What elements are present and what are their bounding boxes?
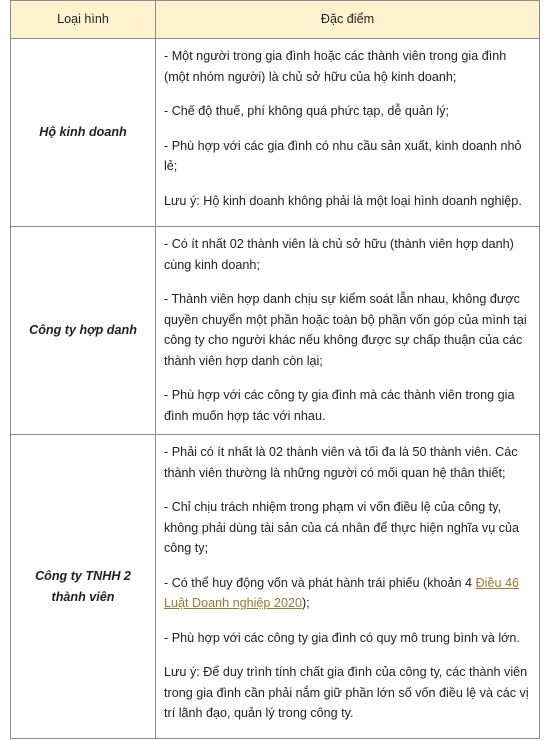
feature-item: - Phù hợp với các gia đình có nhu cầu sản xuất, kinh doanh nhỏ lẻ;: [164, 138, 522, 173]
feature-item: - Phù hợp với các công ty gia đình có quy mô trung bình và lớn.: [164, 630, 520, 645]
table-row: [11, 435, 540, 739]
type-ho-kinh-doanh: Hộ kinh doanh: [11, 39, 156, 227]
features-cong-ty-tnhh: [156, 435, 540, 739]
feature-item: - Có ít nhất 02 thành viên là chủ sở hữu (thành viên hợp danh) cùng kinh doanh;: [164, 237, 514, 272]
business-type-table: [10, 0, 540, 739]
features-cong-ty-hop-danh: [156, 227, 540, 435]
feature-text: - Có thể huy động vốn và phát hành trái phiếu (khoản 4: [164, 575, 476, 590]
feature-note: Lưu ý: Để duy trình tính chất gia đình của công ty, các thành viên trong gia đình cần phải nắm giữ phần lớn số vốn điều lệ và các vị trí lãnh đạo, quản lý trong công ty.: [164, 665, 529, 720]
law-article-link[interactable]: Điều 46 Luật Doanh nghiệp 2020: [164, 575, 519, 610]
table-row: [11, 227, 540, 435]
feature-item: - Thành viên hợp danh chịu sự kiểm soát lẫn nhau, không được quyền chuyển một phần hoặc toàn bộ phần vốn góp của mình tại công ty cho người khác nếu không được sự chấp thuận của các thành viên hợp danh còn lại;: [164, 292, 527, 368]
type-cong-ty-tnhh: Công ty TNHH 2 thành viên: [11, 435, 156, 739]
table-header-row: [11, 1, 540, 39]
type-cong-ty-hop-danh: Công ty hợp danh: [11, 227, 156, 435]
feature-text: );: [301, 596, 310, 610]
feature-item: - Chỉ chịu trách nhiệm trong phạm vi vốn điều lệ của công ty, không phải dùng tài sản của cá nhân để thực hiện nghĩa vụ của công ty;: [164, 500, 520, 555]
feature-note: Lưu ý: Hộ kinh doanh không phải là một loại hình doanh nghiệp.: [164, 193, 522, 208]
feature-item: - Phù hợp với các công ty gia đình mà các thành viên trong gia đình muốn hợp tác với nhau.: [164, 388, 515, 423]
header-features: Đặc điểm: [156, 1, 540, 39]
header-type: Loại hình: [11, 1, 156, 39]
table-row: [11, 39, 540, 227]
features-ho-kinh-doanh: [156, 39, 540, 227]
feature-item-with-link: [164, 573, 531, 614]
feature-item: - Một người trong gia đình hoặc các thành viên trong gia đình (một nhóm người) là chủ sở hữu của hộ kinh doanh;: [164, 49, 507, 84]
feature-item: - Phải có ít nhất là 02 thành viên và tối đa là 50 thành viên. Các thành viên thường là những người có mối quan hệ thân thiết;: [164, 445, 518, 480]
feature-item: - Chế độ thuế, phí không quá phức tạp, dễ quản lý;: [164, 104, 449, 118]
